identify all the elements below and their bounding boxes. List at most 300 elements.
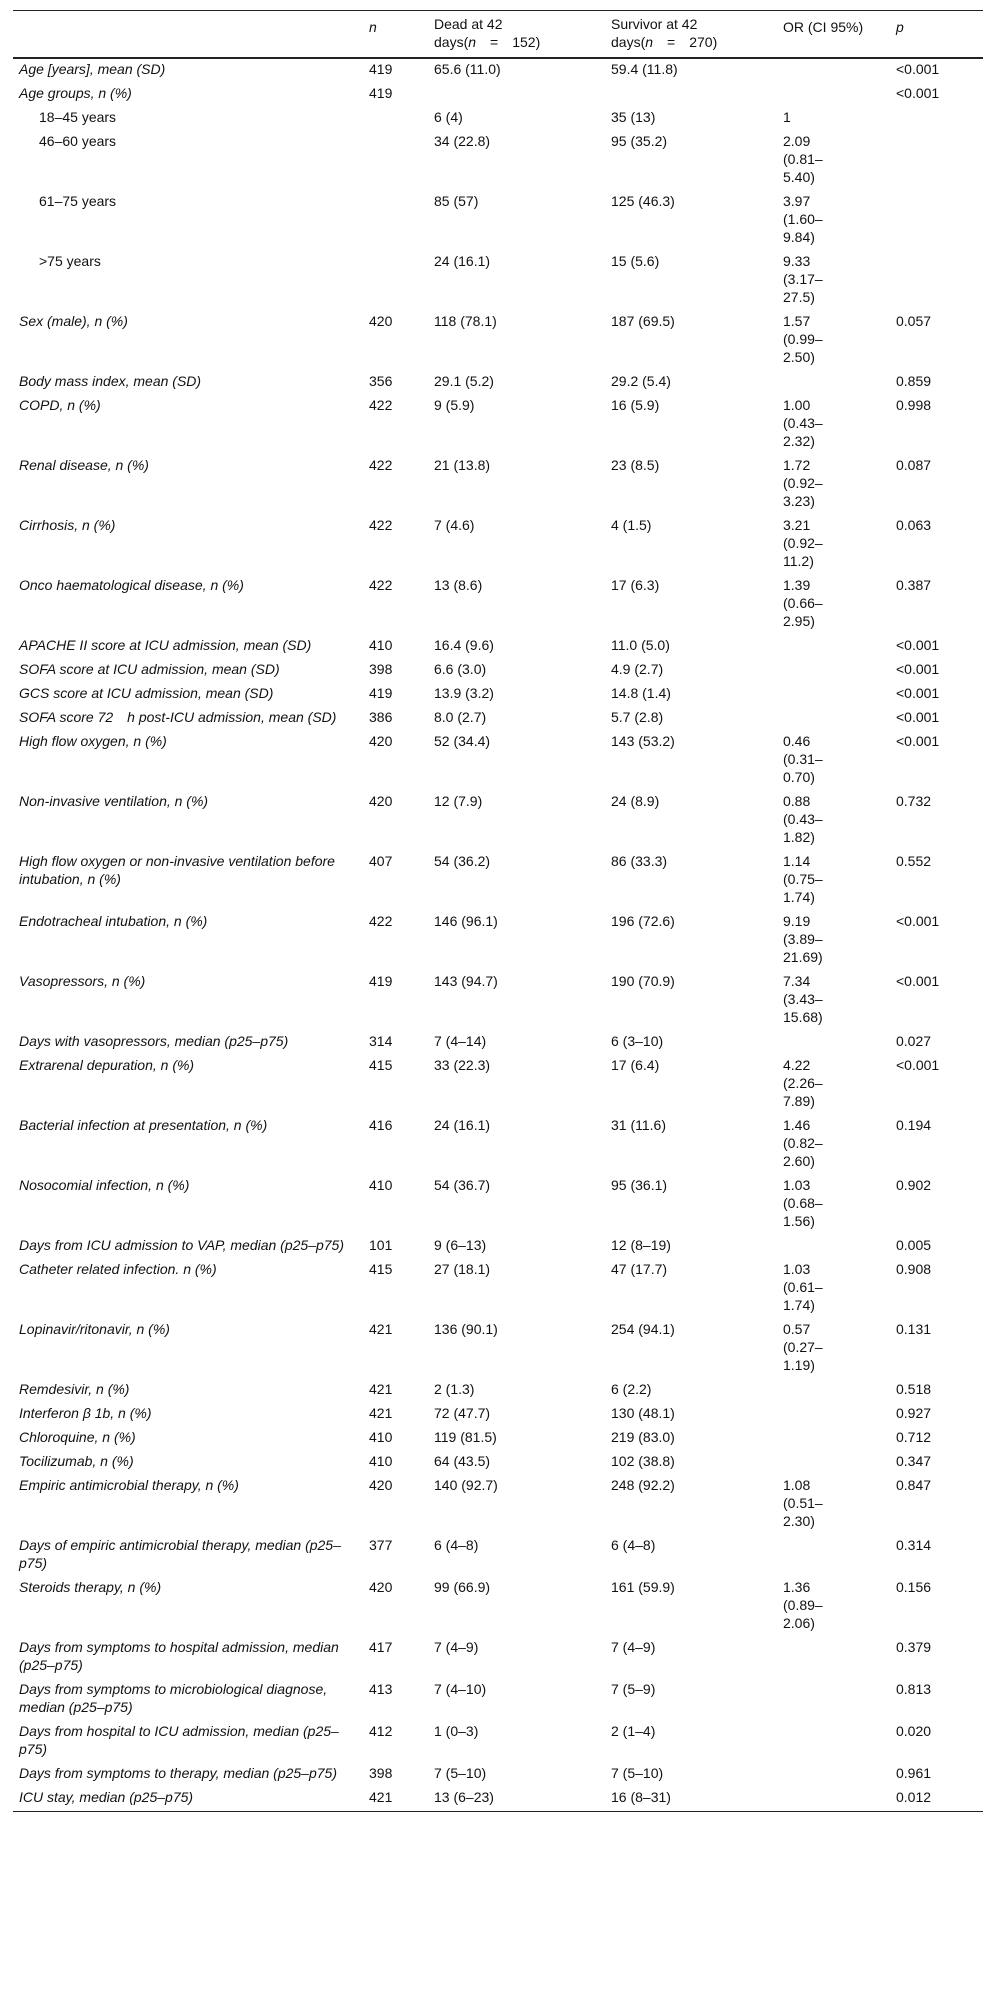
row-or (777, 1031, 890, 1055)
row-dead (428, 83, 605, 107)
row-label: GCS score at ICU admission, mean (SD) (19, 685, 274, 701)
row-label: Empiric antimicrobial therapy, n (%) (19, 1477, 239, 1493)
row-dead: 21 (13.8) (434, 457, 491, 473)
row-n: 421 (369, 1381, 393, 1397)
table-row (13, 707, 983, 731)
header-p: p (890, 11, 983, 59)
row-p: <0.001 (896, 61, 940, 77)
row-n: 419 (369, 973, 393, 989)
row-or (777, 251, 890, 311)
row-dead: 136 (90.1) (434, 1321, 498, 1337)
row-n: 419 (369, 85, 393, 101)
row-label: ICU stay, median (p25–p75) (13, 1787, 363, 1812)
row-or-value: 3.97 (1.60–9.84) (783, 193, 823, 245)
row-survivor: 16 (5.9) (611, 397, 660, 413)
table-container (13, 10, 983, 1812)
row-p: 0.998 (896, 397, 932, 413)
row-dead: 16.4 (9.6) (434, 637, 494, 653)
row-or (777, 791, 890, 851)
row-or-value: 1.39 (0.66–2.95) (783, 577, 823, 629)
row-label: Sex (male), n (%) (19, 313, 128, 329)
row-label: Days from symptoms to therapy, median (p25–p75) (19, 1765, 337, 1781)
row-dead: 65.6 (11.0) (434, 61, 501, 77)
row-dead: 119 (81.5) (434, 1429, 497, 1445)
row-n: 314 (369, 1033, 393, 1049)
row-or (777, 311, 890, 371)
table-row (13, 1535, 983, 1577)
row-dead: 33 (22.3) (434, 1057, 491, 1073)
row-label: High flow oxygen or non-invasive ventilation before intubation, n (%) (19, 853, 335, 887)
row-p: <0.001 (896, 661, 940, 677)
table-row (13, 1175, 983, 1235)
row-label: Days from symptoms to microbiological diagnose, median (p25–p75) (19, 1681, 328, 1715)
row-p: 0.379 (896, 1639, 932, 1655)
row-dead: 85 (57) (434, 193, 479, 209)
row-p: 0.387 (896, 577, 932, 593)
row-p: 0.961 (896, 1765, 932, 1781)
row-or-value: 0.46 (0.31–0.70) (783, 733, 823, 785)
row-dead: 13 (8.6) (434, 577, 483, 593)
table-row (13, 683, 983, 707)
row-label: Interferon β 1b, n (%) (19, 1405, 152, 1421)
row-or-value: 9.33 (3.17–27.5) (783, 253, 823, 305)
header-surv-eq: = (667, 34, 676, 50)
header-dead-eq: = (490, 34, 499, 50)
header-surv-prefix: days( (611, 34, 646, 50)
row-n (363, 251, 428, 311)
row-n: 101 (369, 1237, 393, 1253)
row-survivor: 47 (17.7) (611, 1261, 668, 1277)
row-survivor: 4 (1.5) (611, 517, 652, 533)
row-or-value: 0.57 (0.27–1.19) (783, 1321, 823, 1373)
row-label: Catheter related infection. n (%) (19, 1261, 217, 1277)
row-or (777, 1235, 890, 1259)
table-row (13, 107, 983, 131)
row-p: <0.001 (896, 973, 940, 989)
row-p: <0.001 (896, 733, 940, 749)
row-label: Days from symptoms to hospital admission, median (p25–p75) (19, 1639, 339, 1673)
row-survivor: 102 (38.8) (611, 1453, 675, 1469)
row-p (890, 131, 983, 191)
row-dead: 143 (94.7) (434, 973, 498, 989)
row-or-value: 1.00 (0.43–2.32) (783, 397, 823, 449)
row-p: <0.001 (896, 85, 940, 101)
row-dead: 99 (66.9) (434, 1579, 491, 1595)
row-or (777, 1259, 890, 1319)
row-label: Non-invasive ventilation, n (%) (19, 793, 209, 809)
row-survivor: 248 (92.2) (611, 1477, 675, 1493)
row-survivor: 35 (13) (611, 109, 656, 125)
table-row (13, 311, 983, 371)
row-or (777, 707, 890, 731)
header-dead (428, 11, 605, 59)
header-surv-count: 270) (689, 34, 718, 50)
row-survivor: 7 (5–10) (611, 1765, 664, 1781)
row-or (777, 131, 890, 191)
row-or (777, 1787, 890, 1812)
row-or (777, 83, 890, 107)
row-n: 420 (369, 733, 393, 749)
table-header (13, 11, 983, 59)
row-or (777, 1055, 890, 1115)
row-or (777, 659, 890, 683)
row-survivor: 17 (6.3) (611, 577, 660, 593)
row-n: 421 (369, 1405, 393, 1421)
row-p: 0.847 (896, 1477, 932, 1493)
row-survivor: 11.0 (5.0) (611, 637, 670, 653)
row-n: 412 (369, 1723, 393, 1739)
row-survivor: 187 (69.5) (611, 313, 675, 329)
row-survivor: 24 (8.9) (611, 793, 660, 809)
row-or (777, 1175, 890, 1235)
row-label: >75 years (39, 253, 101, 269)
row-dead: 54 (36.2) (434, 853, 491, 869)
row-survivor: 143 (53.2) (611, 733, 675, 749)
row-or-value: 1.57 (0.99–2.50) (783, 313, 823, 365)
table-row (13, 1475, 983, 1535)
row-n: 421 (363, 1787, 428, 1812)
row-dead: 24 (16.1) (434, 253, 491, 269)
table-row (13, 635, 983, 659)
row-dead: 8.0 (2.7) (434, 709, 487, 725)
row-or (777, 1403, 890, 1427)
row-or (777, 1763, 890, 1787)
row-or (777, 1319, 890, 1379)
row-label: SOFA score at ICU admission, mean (SD) (19, 661, 280, 677)
row-p: 0.813 (896, 1681, 932, 1697)
row-survivor: 161 (59.9) (611, 1579, 675, 1595)
row-dead: 6.6 (3.0) (434, 661, 487, 677)
row-or (777, 455, 890, 515)
table-row (13, 395, 983, 455)
row-dead: 12 (7.9) (434, 793, 483, 809)
row-survivor: 16 (8–31) (605, 1787, 777, 1812)
row-dead: 24 (16.1) (434, 1117, 491, 1133)
row-dead: 146 (96.1) (434, 913, 498, 929)
row-p (890, 251, 983, 311)
header-dead-line1: Dead at 42 (434, 16, 503, 32)
row-dead: 13 (6–23) (428, 1787, 605, 1812)
table-row (13, 911, 983, 971)
row-or (777, 371, 890, 395)
row-or-value: 3.21 (0.92–11.2) (783, 517, 823, 569)
table-row (13, 131, 983, 191)
row-dead: 7 (5–10) (434, 1765, 487, 1781)
table-row (13, 1427, 983, 1451)
row-or (777, 191, 890, 251)
row-label: Nosocomial infection, n (%) (19, 1177, 190, 1193)
row-or (777, 1475, 890, 1535)
row-dead: 27 (18.1) (434, 1261, 491, 1277)
row-label: Cirrhosis, n (%) (19, 517, 116, 533)
row-label: Renal disease, n (%) (19, 457, 149, 473)
row-or (777, 683, 890, 707)
row-label: Body mass index, mean (SD) (19, 373, 202, 389)
row-n: 422 (369, 457, 393, 473)
table-row (13, 1679, 983, 1721)
row-n: 416 (369, 1117, 393, 1133)
row-or (777, 1577, 890, 1637)
row-label: Chloroquine, n (%) (19, 1429, 136, 1445)
row-label: Days of empiric antimicrobial therapy, median (p25–p75) (19, 1537, 341, 1571)
row-or (777, 731, 890, 791)
row-or (777, 1535, 890, 1577)
table-row (13, 1787, 983, 1812)
row-p: 0.859 (896, 373, 932, 389)
table-row (13, 1577, 983, 1637)
row-label: COPD, n (%) (19, 397, 101, 413)
row-label: High flow oxygen, n (%) (19, 733, 167, 749)
row-or (777, 1679, 890, 1721)
table-row (13, 191, 983, 251)
row-label: 46–60 years (39, 133, 117, 149)
row-n: 420 (369, 1477, 393, 1493)
row-n: 415 (369, 1057, 393, 1073)
table-row (13, 1451, 983, 1475)
row-label: Days from ICU admission to VAP, median (p25–p75) (19, 1237, 345, 1253)
row-label: Age [years], mean (SD) (19, 61, 166, 77)
row-label: Days with vasopressors, median (p25–p75) (19, 1033, 289, 1049)
row-p: 0.027 (896, 1033, 932, 1049)
row-survivor: 6 (2.2) (611, 1381, 652, 1397)
header-row (13, 11, 983, 59)
row-n: 398 (369, 1765, 393, 1781)
row-n: 413 (369, 1681, 393, 1697)
row-or (777, 575, 890, 635)
table-row (13, 971, 983, 1031)
row-n: 356 (369, 373, 393, 389)
row-p: 0.732 (896, 793, 932, 809)
row-or (777, 971, 890, 1031)
row-n: 410 (369, 1453, 393, 1469)
row-label: Vasopressors, n (%) (19, 973, 146, 989)
row-survivor: 12 (8–19) (611, 1237, 671, 1253)
row-label: Days from hospital to ICU admission, median (p25–p75) (19, 1723, 339, 1757)
row-label: Steroids therapy, n (%) (19, 1579, 162, 1595)
row-n: 410 (369, 637, 393, 653)
row-dead: 9 (5.9) (434, 397, 475, 413)
header-dead-prefix: days( (434, 34, 469, 50)
row-or-value: 1.36 (0.89–2.06) (783, 1579, 823, 1631)
header-surv-n: n (645, 34, 654, 50)
row-label: Remdesivir, n (%) (19, 1381, 130, 1397)
row-p: 0.194 (896, 1117, 932, 1133)
row-dead: 140 (92.7) (434, 1477, 498, 1493)
header-dead-count: 152) (512, 34, 541, 50)
row-dead: 7 (4.6) (434, 517, 475, 533)
row-survivor: 31 (11.6) (611, 1117, 666, 1133)
table-row (13, 1115, 983, 1175)
row-p: <0.001 (896, 709, 940, 725)
table-row (13, 455, 983, 515)
row-dead: 52 (34.4) (434, 733, 491, 749)
row-label: Tocilizumab, n (%) (19, 1453, 134, 1469)
row-or (777, 911, 890, 971)
row-n: 417 (369, 1639, 393, 1655)
row-survivor: 29.2 (5.4) (611, 373, 671, 389)
row-p: 0.927 (896, 1405, 932, 1421)
row-n: 419 (369, 61, 393, 77)
header-n: n (363, 11, 428, 59)
row-dead: 34 (22.8) (434, 133, 491, 149)
row-p: 0.020 (896, 1723, 932, 1739)
row-label: APACHE II score at ICU admission, mean (SD) (19, 637, 312, 653)
row-label: 61–75 years (39, 193, 117, 209)
table-row (13, 1259, 983, 1319)
row-or-value: 4.22 (2.26–7.89) (783, 1057, 823, 1109)
row-p: 0.314 (896, 1537, 932, 1553)
row-dead: 72 (47.7) (434, 1405, 491, 1421)
row-p: <0.001 (896, 685, 940, 701)
row-n: 386 (369, 709, 393, 725)
table-row (13, 731, 983, 791)
row-p: 0.712 (896, 1429, 932, 1445)
row-label: SOFA score 72 h post-ICU admission, mean (SD) (19, 709, 337, 725)
row-label: Age groups, n (%) (19, 85, 132, 101)
row-n: 407 (369, 853, 393, 869)
row-or (777, 1637, 890, 1679)
row-or (777, 58, 890, 83)
row-p: <0.001 (896, 1057, 940, 1073)
row-p (890, 191, 983, 251)
row-n (363, 191, 428, 251)
row-survivor: 6 (3–10) (611, 1033, 664, 1049)
row-or-value: 7.34 (3.43–15.68) (783, 973, 823, 1025)
row-or-value: 1.08 (0.51–2.30) (783, 1477, 823, 1529)
row-dead: 6 (4–8) (434, 1537, 479, 1553)
row-p (890, 107, 983, 131)
header-variable (13, 11, 363, 59)
table-row (13, 1319, 983, 1379)
header-surv-line1: Survivor at 42 (611, 16, 698, 32)
row-label: Lopinavir/ritonavir, n (%) (19, 1321, 170, 1337)
row-n: 420 (369, 793, 393, 809)
row-survivor: 14.8 (1.4) (611, 685, 671, 701)
row-p: <0.001 (896, 913, 940, 929)
row-n: 398 (369, 661, 393, 677)
row-survivor: 95 (35.2) (611, 133, 668, 149)
row-or (777, 1427, 890, 1451)
row-n: 422 (369, 577, 393, 593)
row-survivor: 2 (1–4) (611, 1723, 656, 1739)
table-row (13, 371, 983, 395)
table-row (13, 1031, 983, 1055)
row-or (777, 1115, 890, 1175)
row-survivor: 4.9 (2.7) (611, 661, 664, 677)
table-row (13, 659, 983, 683)
row-survivor: 59.4 (11.8) (611, 61, 678, 77)
row-p: 0.908 (896, 1261, 932, 1277)
row-p: 0.057 (896, 313, 932, 329)
table-row (13, 58, 983, 83)
row-n: 415 (369, 1261, 393, 1277)
row-or-value: 0.88 (0.43–1.82) (783, 793, 823, 845)
row-or (777, 1451, 890, 1475)
header-dead-n: n (468, 34, 477, 50)
row-survivor: 7 (5–9) (611, 1681, 656, 1697)
row-or (777, 1721, 890, 1763)
row-dead: 1 (0–3) (434, 1723, 479, 1739)
row-n (363, 107, 428, 131)
header-survivor (605, 11, 777, 59)
row-n: 420 (369, 1579, 393, 1595)
row-p: 0.347 (896, 1453, 932, 1469)
row-label: Extrarenal depuration, n (%) (19, 1057, 195, 1073)
row-p: <0.001 (896, 637, 940, 653)
row-n: 410 (369, 1429, 393, 1445)
row-survivor: 17 (6.4) (611, 1057, 660, 1073)
row-n: 420 (369, 313, 393, 329)
row-or-value: 2.09 (0.81–5.40) (783, 133, 823, 185)
row-or (777, 1379, 890, 1403)
row-or (777, 395, 890, 455)
row-p: 0.063 (896, 517, 932, 533)
row-survivor: 7 (4–9) (611, 1639, 656, 1655)
table-row (13, 1235, 983, 1259)
row-or-value: 1.03 (0.68–1.56) (783, 1177, 823, 1229)
row-or (777, 851, 890, 911)
row-dead: 7 (4–10) (434, 1681, 487, 1697)
row-n: 421 (369, 1321, 393, 1337)
row-n: 410 (369, 1177, 393, 1193)
row-survivor: 86 (33.3) (611, 853, 668, 869)
header-or: OR (CI 95%) (777, 11, 890, 59)
table-row (13, 1055, 983, 1115)
row-or-value: 1.14 (0.75–1.74) (783, 853, 823, 905)
row-survivor: 23 (8.5) (611, 457, 660, 473)
row-or (777, 635, 890, 659)
row-n: 422 (369, 397, 393, 413)
row-n (363, 131, 428, 191)
table-row (13, 251, 983, 311)
row-survivor: 125 (46.3) (611, 193, 675, 209)
row-or (777, 107, 890, 131)
row-p: 0.902 (896, 1177, 932, 1193)
row-p: 0.156 (896, 1579, 932, 1595)
row-n: 422 (369, 517, 393, 533)
table-body (13, 58, 983, 1812)
row-survivor: 5.7 (2.8) (611, 709, 664, 725)
row-p: 0.012 (890, 1787, 983, 1812)
table-row (13, 515, 983, 575)
row-p: 0.552 (896, 853, 932, 869)
row-survivor: 6 (4–8) (611, 1537, 656, 1553)
row-n: 419 (369, 685, 393, 701)
row-label: 18–45 years (39, 109, 117, 125)
row-dead: 118 (78.1) (434, 313, 497, 329)
row-dead: 54 (36.7) (434, 1177, 491, 1193)
outcomes-table (13, 10, 983, 1812)
row-or-value: 1.72 (0.92–3.23) (783, 457, 823, 509)
row-label: Endotracheal intubation, n (%) (19, 913, 208, 929)
row-or (777, 515, 890, 575)
row-p: 0.518 (896, 1381, 932, 1397)
row-dead: 9 (6–13) (434, 1237, 487, 1253)
row-p: 0.005 (896, 1237, 932, 1253)
table-row (13, 1403, 983, 1427)
row-p: 0.087 (896, 457, 932, 473)
row-or-value: 1.03 (0.61–1.74) (783, 1261, 823, 1313)
table-row (13, 575, 983, 635)
row-p: 0.131 (896, 1321, 932, 1337)
row-survivor: 130 (48.1) (611, 1405, 675, 1421)
table-row (13, 1637, 983, 1679)
row-survivor: 15 (5.6) (611, 253, 660, 269)
row-dead: 6 (4) (434, 109, 463, 125)
table-row (13, 1721, 983, 1763)
row-n: 377 (369, 1537, 393, 1553)
row-survivor (605, 83, 777, 107)
